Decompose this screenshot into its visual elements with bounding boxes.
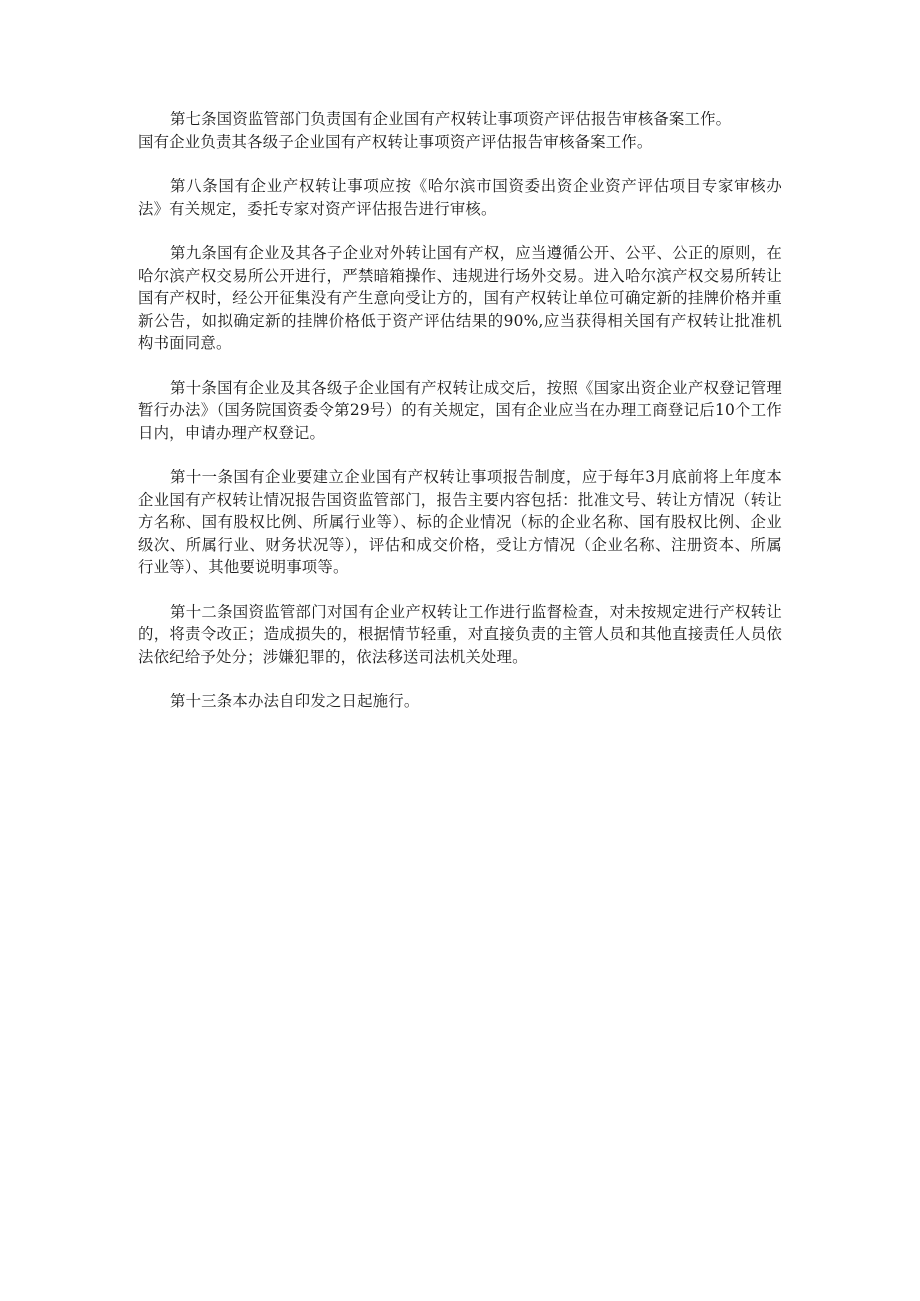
- article-9-paragraph: 第九条国有企业及其各子企业对外转让国有产权，应当遵循公开、公平、公正的原则，在哈尔滨产权交易所公开进行，严禁暗箱操作、违规进行场外交易。进入哈尔滨产权交易所转让国有产权时，经公开征集没有产生意向受让方的，国有产权转让单位可确定新的挂牌价格并重新公告，如拟确定新的挂牌价格低于资产评估结果的90%,应当获得相关国有产权转让批准机构书面同意。: [138, 244, 782, 352]
- article-7-paragraph: 第七条国资监管部门负责国有企业国有产权转让事项资产评估报告审核备案工作。 国有企业负责其各级子企业国有产权转让事项资产评估报告审核备案工作。: [138, 110, 732, 151]
- document-page: [138, 108, 782, 735]
- article-12-paragraph: 第十二条国资监管部门对国有企业产权转让工作进行监督检查，对未按规定进行产权转让的，将责令改正；造成损失的，根据情节轻重，对直接负责的主管人员和其他直接责任人员依法依纪给予处分；涉嫌犯罪的，依法移送司法机关处理。: [138, 602, 782, 666]
- article-8-paragraph: 第八条国有企业产权转让事项应按《哈尔滨市国资委出资企业资产评估项目专家审核办法》有关规定，委托专家对资产评估报告进行审核。: [138, 177, 782, 218]
- article-11-paragraph: 第十一条国有企业要建立企业国有产权转让事项报告制度，应于每年3月底前将上年度本企业国有产权转让情况报告国资监管部门，报告主要内容包括：批准文号、转让方情况（转让方名称、国有股权比例、所属行业等）、标的企业情况（标的企业名称、国有股权比例、企业级次、所属行业、财务状况等），评估和成交价格，受让方情况（企业名称、注册资本、所属行业等）、其他要说明事项等。: [138, 468, 782, 576]
- article-13-paragraph: 第十三条本办法自印发之日起施行。: [170, 692, 420, 710]
- article-10-paragraph: 第十条国有企业及其各级子企业国有产权转让成交后，按照《国家出资企业产权登记管理暂行办法》（国务院国资委令第29号）的有关规定，国有企业应当在办理工商登记后10个工作日内，申请办理产权登记。: [138, 378, 782, 442]
